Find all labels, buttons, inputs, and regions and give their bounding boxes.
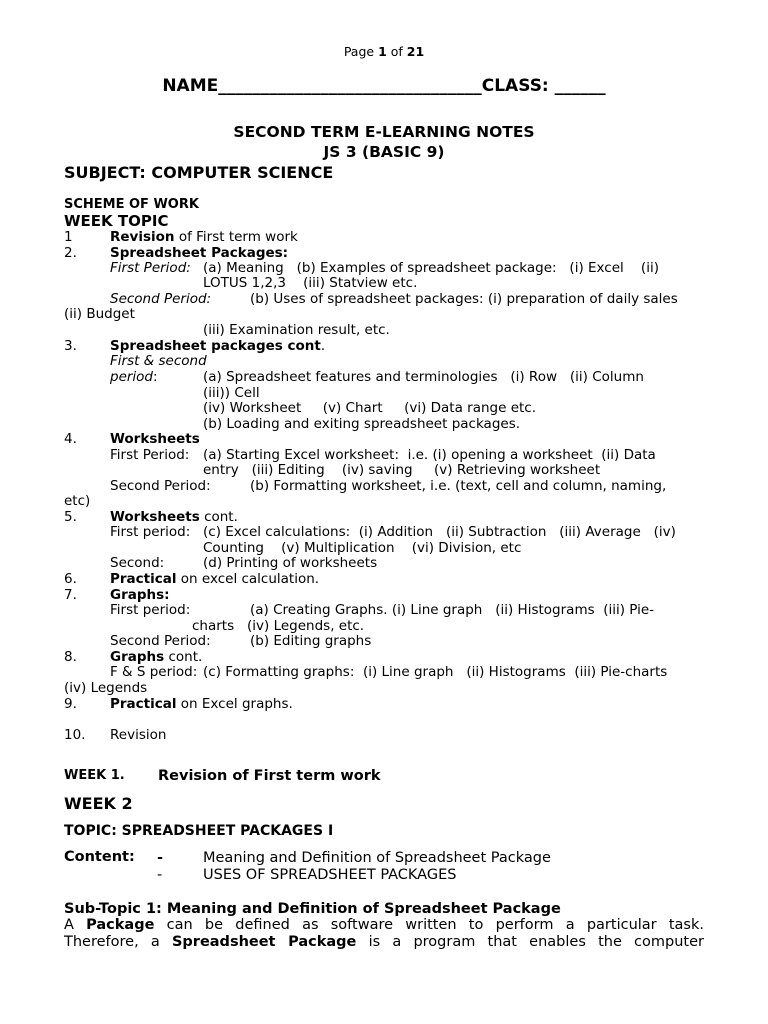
scheme-row-2: Spreadsheet Packages: (110, 245, 289, 261)
scheme-row-4: Worksheets (110, 431, 200, 447)
period-text: Counting (v) Multiplication (vi) Division, etc (203, 540, 522, 556)
period-label: Second Period: (110, 478, 211, 494)
content-label: Content: (64, 849, 135, 865)
body-paragraph: A Package can be defined as software written to perform a particular task. (64, 917, 704, 933)
scheme-row-6: Practical on excel calculation. (110, 571, 320, 587)
period-text: charts (iv) Legends, etc. (192, 618, 365, 634)
scheme-of-work-heading: SCHEME OF WORK (64, 197, 199, 212)
period-label: Second Period: (110, 291, 212, 307)
content-dash: - (157, 850, 164, 866)
period-text: (iv) Worksheet (v) Chart (vi) Data range etc. (203, 400, 537, 416)
scheme-row-4-num: 4. (64, 431, 77, 447)
scheme-row-1-num: 1 (64, 229, 73, 245)
period-text: (c) Excel calculations: (i) Addition (ii) Subtraction (iii) Average (iv) (203, 524, 676, 540)
document-title: SECOND TERM E-LEARNING NOTES (233, 123, 535, 141)
period-text: (a) Creating Graphs. (i) Line graph (ii) Histograms (iii) Pie- (250, 602, 655, 618)
scheme-row-10: Revision (110, 727, 167, 743)
period-text: etc) (64, 493, 91, 509)
period-label: Second Period: (110, 633, 211, 649)
scheme-row-9-num: 9. (64, 696, 77, 712)
period-text: (a) Starting Excel worksheet: i.e. (i) opening a worksheet (ii) Data (203, 447, 656, 463)
period-text: entry (iii) Editing (iv) saving (v) Retrieving worksheet (203, 462, 601, 478)
period-text: (b) Uses of spreadsheet packages: (i) preparation of daily sales (250, 291, 678, 307)
period-label: First & second (110, 353, 207, 369)
period-text: (b) Loading and exiting spreadsheet packages. (203, 416, 521, 432)
document-class-title: JS 3 (BASIC 9) (323, 143, 445, 161)
scheme-row-1: Revision of First term work (110, 229, 298, 245)
week-1-heading (64, 768, 381, 784)
period-text: (c) Formatting graphs: (i) Line graph (ii) Histograms (iii) Pie-charts (203, 664, 668, 680)
scheme-row-10-num: 10. (64, 727, 86, 743)
period-label: First period: (110, 602, 191, 618)
week-2-heading: WEEK 2 (64, 794, 133, 813)
scheme-row-8: Graphs cont. (110, 649, 203, 665)
period-text: (d) Printing of worksheets (203, 555, 378, 571)
body-paragraph: Therefore, a Spreadsheet Package is a program that enables the computer (64, 934, 704, 950)
scheme-row-6-num: 6. (64, 571, 77, 587)
period-text: LOTUS 1,2,3 (iii) Statview etc. (203, 275, 418, 291)
content-item: Meaning and Definition of Spreadsheet Package (203, 850, 551, 866)
scheme-row-8-num: 8. (64, 649, 77, 665)
scheme-row-7: Graphs: (110, 587, 170, 603)
period-text: (iii)) Cell (203, 385, 260, 401)
period-text: (a) Meaning (b) Examples of spreadsheet package: (i) Excel (ii) (203, 260, 659, 276)
content-item: USES OF SPREADSHEET PACKAGES (203, 867, 457, 883)
scheme-row-3-num: 3. (64, 338, 77, 354)
period-text: (ii) Budget (64, 306, 135, 322)
week-1-label: WEEK 1. (64, 768, 125, 783)
subject-heading: SUBJECT: COMPUTER SCIENCE (64, 163, 334, 182)
content-dash: - (157, 867, 163, 883)
week-topic-header: WEEK TOPIC (64, 212, 169, 230)
scheme-row-5-num: 5. (64, 509, 77, 525)
period-text: (iii) Examination result, etc. (203, 322, 390, 338)
week-1-title: Revision of First term work (158, 768, 381, 784)
period-text: (iv) Legends (64, 680, 148, 696)
name-class-line: NAME_______________________________CLASS: ______ (162, 76, 606, 96)
subtopic-heading: Sub-Topic 1: Meaning and Definition of Spreadsheet Package (64, 901, 561, 917)
topic-heading: TOPIC: SPREADSHEET PACKAGES I (64, 823, 334, 839)
page-number: Page 1 of 21 (343, 44, 425, 59)
period-label: F & S period: (110, 664, 198, 680)
scheme-row-7-num: 7. (64, 587, 77, 603)
period-text: (a) Spreadsheet features and terminologies (i) Row (ii) Column (203, 369, 644, 385)
period-label: First Period: (110, 447, 190, 463)
scheme-row-3: Spreadsheet packages cont. (110, 338, 326, 354)
scheme-row-5: Worksheets cont. (110, 509, 238, 525)
period-text: (b) Editing graphs (250, 633, 372, 649)
period-text: (b) Formatting worksheet, i.e. (text, cell and column, naming, (250, 478, 667, 494)
scheme-row-2-num: 2. (64, 245, 77, 261)
scheme-row-9: Practical on Excel graphs. (110, 696, 293, 712)
period-label: period: (110, 369, 158, 385)
period-label: First Period: (110, 260, 191, 276)
period-label: First period: (110, 524, 191, 540)
period-label: Second: (110, 555, 165, 571)
